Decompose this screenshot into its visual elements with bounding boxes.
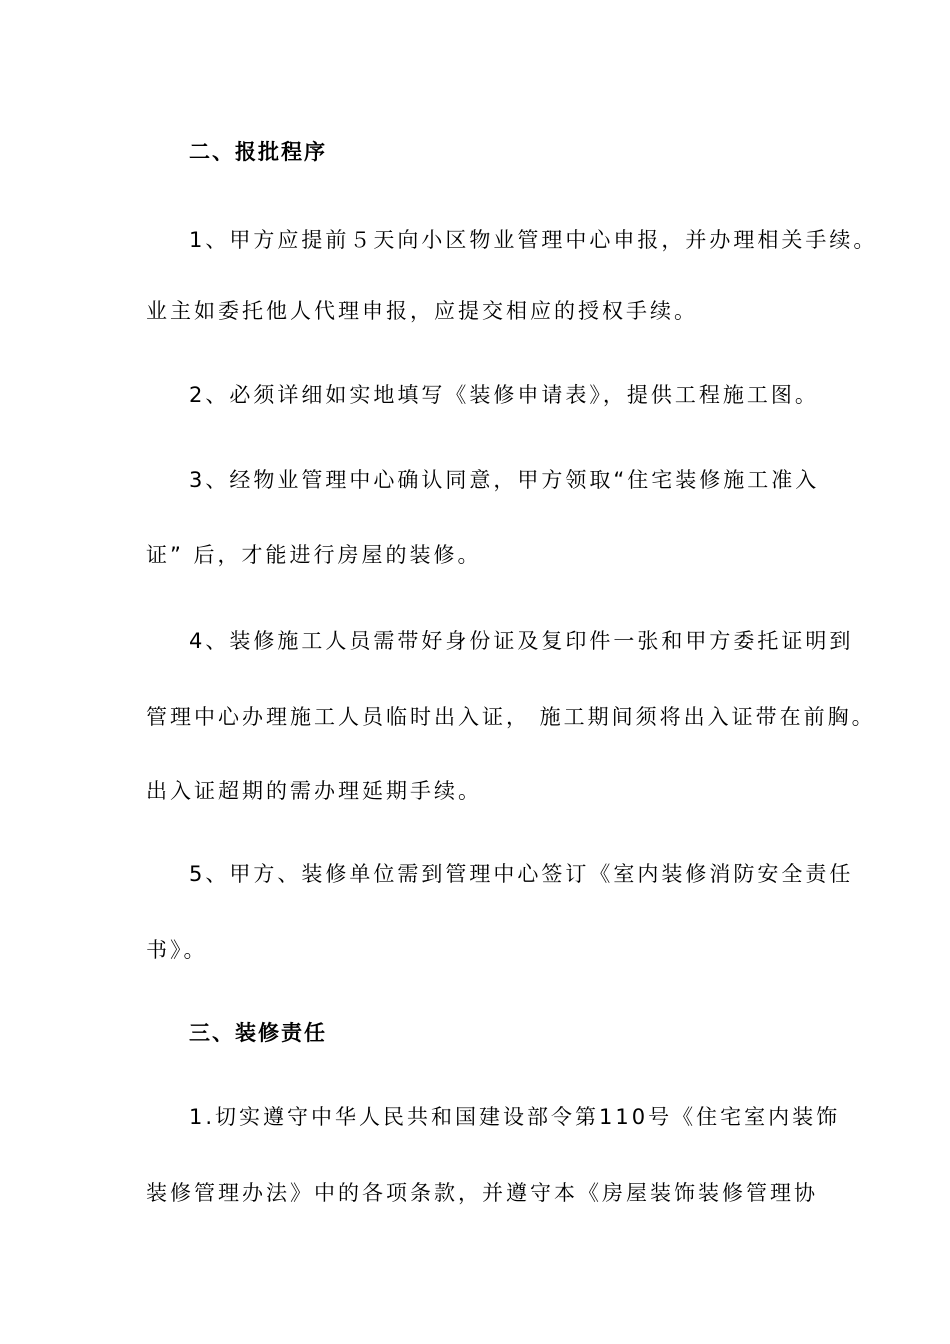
paragraph-line: 业主如委托他人代理申报，应提交相应的授权手续。 [146,299,698,323]
paragraph-line: 2、必须详细如实地填写《装修申请表》，提供工程施工图。 [189,383,819,407]
paragraph-line: 证” 后，才能进行房屋的装修。 [146,543,482,567]
paragraph-line: 管理中心办理施工人员临时出入证， 施工期间须将出入证带在前胸。 [146,705,876,729]
paragraph-line: 5、甲方、装修单位需到管理中心签订《室内装修消防安全责任 [189,862,854,886]
paragraph-line: 1、甲方应提前５天向小区物业管理中心申报，并办理相关手续。 [189,228,878,252]
paragraph-line: 出入证超期的需办理延期手续。 [146,779,482,803]
paragraph-line: 装修管理办法》中的各项条款，并遵守本《房屋装饰装修管理协 [146,1181,818,1205]
paragraph-line: 书》。 [146,938,208,962]
section-heading-approval-procedure: 二、报批程序 [189,140,327,164]
paragraph-line: 3、经物业管理中心确认同意，甲方领取“住宅装修施工准入 [189,468,820,492]
paragraph-line: 1.切实遵守中华人民共和国建设部令第110号《住宅室内装饰 [189,1105,841,1129]
section-heading-renovation-responsibility: 三、装修责任 [189,1021,327,1045]
paragraph-line: 4、装修施工人员需带好身份证及复印件一张和甲方委托证明到 [189,629,854,653]
